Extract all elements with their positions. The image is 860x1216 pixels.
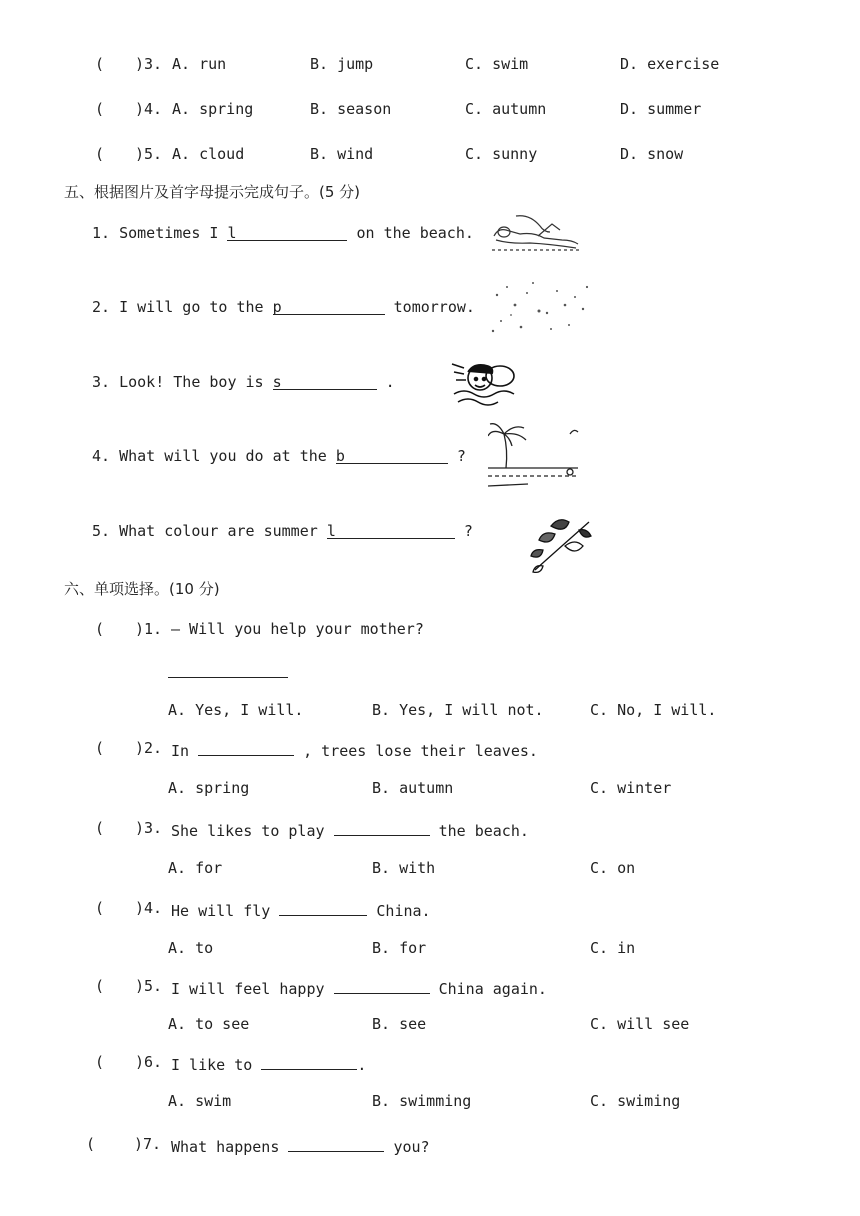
option-c: C. swim [465,55,529,73]
question-number: )1. [135,620,163,638]
option-d: D. snow [620,145,684,163]
option-d: D. exercise [620,55,720,73]
blank-line[interactable] [227,224,347,241]
hint-letter: l [227,224,237,242]
sentence-text: 4. What will you do at the [92,447,336,465]
question-number: )6. [135,1053,163,1071]
option-c: C. in [590,939,636,957]
sentence-text: tomorrow. [393,298,475,316]
question-number: )2. [135,739,163,757]
blank-line[interactable] [261,1053,357,1070]
question-text: I will feel happy [171,980,334,998]
beach-palm-tree-picture [488,420,583,490]
leaves-picture [525,512,597,578]
option-b: B. season [310,100,392,118]
option-b: B. wind [310,145,374,163]
option-b: B. jump [310,55,374,73]
option-b: B. see [372,1015,427,1033]
blank-line[interactable] [273,373,377,390]
question-number: )5. [135,145,163,163]
option-c: C. on [590,859,636,877]
answer-paren[interactable]: ( [95,620,105,638]
park-picture [487,275,597,340]
section-5-title: 五、根据图片及首字母提示完成句子。(5 分) [64,183,361,201]
option-c: C. sunny [465,145,538,163]
option-a: A. swim [168,1092,232,1110]
hint-letter: l [326,522,336,540]
question-number: )7. [134,1135,162,1153]
sentence-text: 5. What colour are summer [92,522,327,540]
question-text: He will fly [171,902,280,920]
option-a: A. cloud [172,145,245,163]
question-text: you? [393,1138,430,1156]
sentence-text: ? [463,522,473,540]
option-b: B. swimming [372,1092,472,1110]
question-text: China. [376,902,431,920]
option-a: A. spring [168,779,250,797]
blank-line[interactable] [327,522,455,539]
blank-line[interactable] [198,739,294,756]
answer-paren[interactable]: ( [86,1135,96,1153]
question-number: )4. [135,899,163,917]
sentence-text: 1. Sometimes I [92,224,228,242]
option-b: B. with [372,859,436,877]
question-number: )5. [135,977,163,995]
blank-line[interactable] [279,899,367,916]
option-a: A. to [168,939,214,957]
option-a: A. run [172,55,227,73]
question-text: In [171,742,199,760]
answer-paren[interactable]: ( [95,977,105,995]
question-text: the beach. [438,822,529,840]
option-a: A. spring [172,100,254,118]
question-text: I like to [171,1056,262,1074]
question-text: She likes to play [171,822,334,840]
question-text: — Will you help your mother? [171,620,424,638]
option-a: A. Yes, I will. [168,701,304,719]
option-c: C. No, I will. [590,701,717,719]
boy-swimming-picture [448,354,520,410]
sentence-text: 2. I will go to the [92,298,273,316]
answer-paren[interactable]: ( [95,1053,105,1071]
question-number: )3. [135,819,163,837]
option-d: D. summer [620,100,702,118]
answer-paren[interactable]: ( [95,739,105,757]
person-lying-on-beach-picture [490,210,582,252]
sentence-text: on the beach. [356,224,474,242]
question-number: )4. [135,100,163,118]
hint-letter: b [335,447,345,465]
option-b: B. autumn [372,779,454,797]
answer-blank-line[interactable] [168,677,288,678]
question-text: China again. [438,980,547,998]
option-b: B. for [372,939,427,957]
option-c: C. autumn [465,100,547,118]
blank-line[interactable] [334,977,430,994]
blank-line[interactable] [336,447,448,464]
option-c: C. winter [590,779,672,797]
answer-paren[interactable]: ( [95,100,105,118]
question-text: . [357,1056,367,1074]
option-a: A. to see [168,1015,250,1033]
question-text: , trees lose their leaves. [303,742,538,760]
question-text: What happens [171,1138,289,1156]
answer-paren[interactable]: ( [95,145,105,163]
option-c: C. swiming [590,1092,681,1110]
answer-paren[interactable]: ( [95,55,105,73]
option-b: B. Yes, I will not. [372,701,544,719]
section-6-title: 六、单项选择。(10 分) [64,580,220,598]
sentence-text: 3. Look! The boy is [92,373,273,391]
blank-line[interactable] [334,819,430,836]
answer-paren[interactable]: ( [95,819,105,837]
sentence-text: . [385,373,395,391]
blank-line[interactable] [273,298,385,315]
answer-paren[interactable]: ( [95,899,105,917]
option-c: C. will see [590,1015,690,1033]
blank-line[interactable] [288,1135,384,1152]
sentence-text: ? [456,447,466,465]
question-number: )3. [135,55,163,73]
option-a: A. for [168,859,223,877]
hint-letter: s [272,373,282,391]
hint-letter: p [272,298,282,316]
